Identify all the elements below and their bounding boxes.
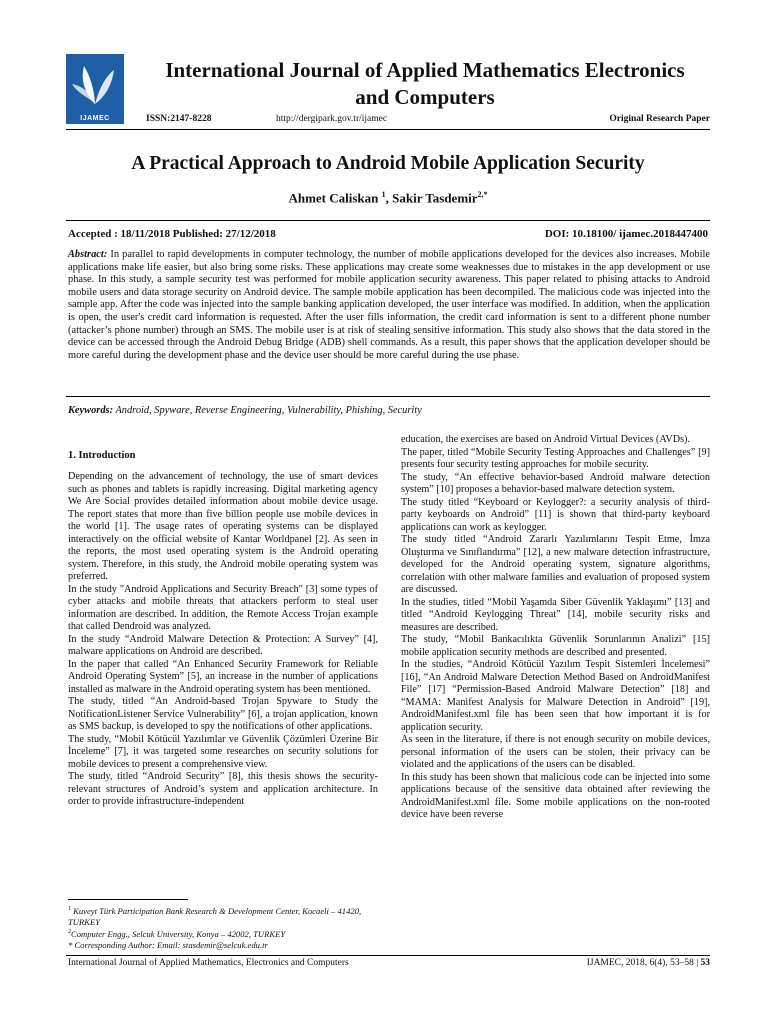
abstract-label: Abstract:	[68, 249, 108, 260]
abstract-text: In parallel to rapid developments in computer technology, the number of mobile applications developed for the devices also increases. Mobile applications make life easier, but also bring some risks. These applications may create some weaknesses due to mistakes in the app development or use phase. In this study, a sample security test was performed for mobile application security awareness. This paper related to phising attacks to Android mobile users and data storage security on Android device. The sample mobile application has been decompiled. The malicious code was injected into the sample app. After the code was injected into the sample banking application developed, the user interface was modified. In addition, when the application is open, the user's credit card information is requested. After the user fills information, the credit card information is sent to a different phone number (attacker’s phone number) through an SMS. The mobile user is at risk of stealing sensitive information. This study also shows that the data stored in the device can be accessed through the Android Debug Bridge (ADB) shell commands. As a result, this paper shows that the application developer should be more careful during the development phase and the device user should be more careful during the use phase.	[68, 249, 710, 361]
author-1: Ahmet Caliskan	[288, 190, 379, 206]
author-separator: ,	[385, 190, 393, 206]
footnote-divider	[68, 899, 188, 900]
paper-title: A Practical Approach to Android Mobile Application Security	[131, 153, 645, 174]
journal-url[interactable]: http://dergipark.gov.tr/ijamec	[276, 114, 388, 124]
logo-label: IJAMEC	[80, 115, 110, 122]
keywords-label: Keywords:	[68, 405, 114, 416]
paragraph: In this study has been shown that malicious code can be injected into some applications because of the sensitive data obtained after reviewing the AndroidManifest.xml file. Some mobile applications on the non-rooted device have been reverse	[401, 771, 710, 820]
paragraph: In the studies, “Android Kötücül Yazılım Tespit Sistemleri İncelemesi” [16], “An Android Malware Detection Method Based on AndroidManifest File” [17] “Permission-Based Android Malware Detection” [18] and “MAMA: Manifest Analysis for Malware Detection in Android” [19], AndroidManifest.xml file has been seen that how important it is for application security.	[401, 659, 710, 733]
footnote-3: * Corresponding Author: Email: stasdemir@selcuk.edu.tr	[68, 940, 268, 951]
paragraph: The study, titled “Android Security” [8], this thesis shows the security-relevant structures of Android’s system and application architecture. In order to provide infrastructure-independent	[68, 771, 378, 807]
paragraph: In the study “Android Malware Detection & Protection: A Survey” [4], malware applications on Android are described.	[68, 633, 378, 657]
header-divider	[66, 129, 710, 130]
keywords-text: Android, Spyware, Reverse Engineering, Vulnerability, Phishing, Security	[113, 405, 422, 416]
section-heading: 1. Introduction	[68, 450, 136, 461]
keywords	[68, 405, 710, 416]
author-2: Sakir Tasdemir	[392, 190, 478, 206]
footnote-1-text: Kuveyt Türk Participation Bank Research & Development Center, Kocaeli – 41420, TURKEY	[68, 905, 362, 927]
footnote-2-marker: 2	[68, 929, 71, 936]
footnote-1-marker: 1	[68, 906, 71, 912]
paragraph: In the paper that called “An Enhanced Security Framework for Reliable Android Operating System” [5], an increase in the number of applications installed as malware in the Android operating system has been mentioned.	[68, 658, 378, 695]
journal-logo	[66, 54, 124, 124]
paragraph: The study, “Mobil Kötücül Yazılımlar ve Güvenlik Çözümleri Üzerine Bir İnceleme” [7], it was targeted some researches on security solutions for mobile devices to present a comprehensive view.	[68, 733, 378, 770]
footnotes	[68, 904, 378, 951]
paragraph: education, the exercises are based on Android Virtual Devices (AVDs).	[401, 434, 690, 445]
footer-journal: International Journal of Applied Mathematics, Electronics and Computers	[68, 958, 349, 968]
journal-title: International Journal of Applied Mathematics Electronics and Computers	[165, 58, 685, 109]
accepted-published: Accepted : 18/11/2018 Published: 27/12/2018	[68, 228, 276, 240]
paragraph: The study, “An effective behavior-based Android malware detection system” [10] proposes a behavior-based malware detection system.	[401, 471, 710, 495]
issn: ISSN:2147-8228	[146, 114, 212, 124]
paragraph: Depending on the advancement of technology, the use of smart devices such as phones and tablets is rapidly increasing. Digital marketing agency We Are Social provides detailed information about mobile device usage. The report states that more than five billion people use mobile devices in the world [1]. The usage rates of operating systems can be displayed interactively on the official website of Kantar Worldpanel [2]. As seen in the reports, the most used operating system is the Android operating system. Therefore, in this study, the Android mobile operating system was preferred.	[68, 471, 378, 582]
left-column	[68, 471, 378, 809]
paragraph: The study, “Mobil Bankacılıkta Güvenlik Sorunlarının Analizi” [15] mobile application security methods are described and presented.	[401, 634, 710, 658]
paragraph: The study titled “Keyboard or Keylogger?: a security analysis of third-party keyboards on Android” [11] is shown that third-party keyboard applications can work as keylogger.	[401, 496, 710, 533]
leaf-logo-icon	[66, 54, 124, 112]
authors	[66, 190, 710, 206]
paragraph: The study titled “Android Zararlı Yazılımlarını Tespit Etme, İmza Oluşturma ve Sınıflandırma” [12], a new malware detection infrastructure, developed for the Android operating system, signature algorithms, correlation with other malware families and evaluation of proposed system are discussed.	[401, 534, 710, 595]
footer-volume: IJAMEC, 2018, 6(4), 53–58	[586, 958, 694, 968]
abstract	[68, 249, 710, 362]
paragraph: As seen in the literature, if there is not enough security on mobile devices, personal information of the users can be stolen, their privacy can be violated and the applications of the users can be disabled.	[401, 734, 710, 770]
paragraph: In the study "Android Applications and Security Breach" [3] some types of cyber attacks and mobile threats that attackers perform to steal user information are described. In addition, the Remote Access Trojan example that called Dendroid was analyzed.	[68, 583, 378, 632]
paragraph: The paper, titled “Mobile Security Testing Approaches and Challenges” [9] presents four security testing approaches for mobile security.	[401, 446, 710, 470]
footer-separator: |	[696, 958, 699, 968]
paragraph: In the studies, titled “Mobil Yaşamda Siber Güvenlik Yaklaşımı” [13] and titled “Android Keylogging Threat” [14], mobile security risks and measures are described.	[401, 596, 710, 633]
abstract-divider	[66, 396, 710, 397]
footnote-1	[68, 904, 378, 927]
footnote-2-text: Computer Engg., Selcuk University, Konya – 42002, TURKEY	[71, 929, 286, 940]
footnote-2	[68, 927, 378, 940]
author-1-affiliation: 1	[381, 190, 386, 199]
right-column	[401, 434, 710, 822]
footer-citation	[587, 958, 710, 968]
paper-type: Original Research Paper	[609, 114, 710, 124]
footer-divider	[66, 955, 710, 956]
page-number: 53	[700, 958, 710, 968]
paragraph: The study, titled “An Android-based Trojan Spyware to Study the NotificationListener Service Vulnerability” [6], a trojan application, known as SMS backup, is developed to spy the notifications of other applications.	[68, 696, 378, 732]
doi: DOI: 10.18100/ ijamec.2018447400	[544, 228, 708, 240]
title-divider	[66, 220, 710, 221]
author-2-affiliation: 2,*	[477, 190, 488, 199]
